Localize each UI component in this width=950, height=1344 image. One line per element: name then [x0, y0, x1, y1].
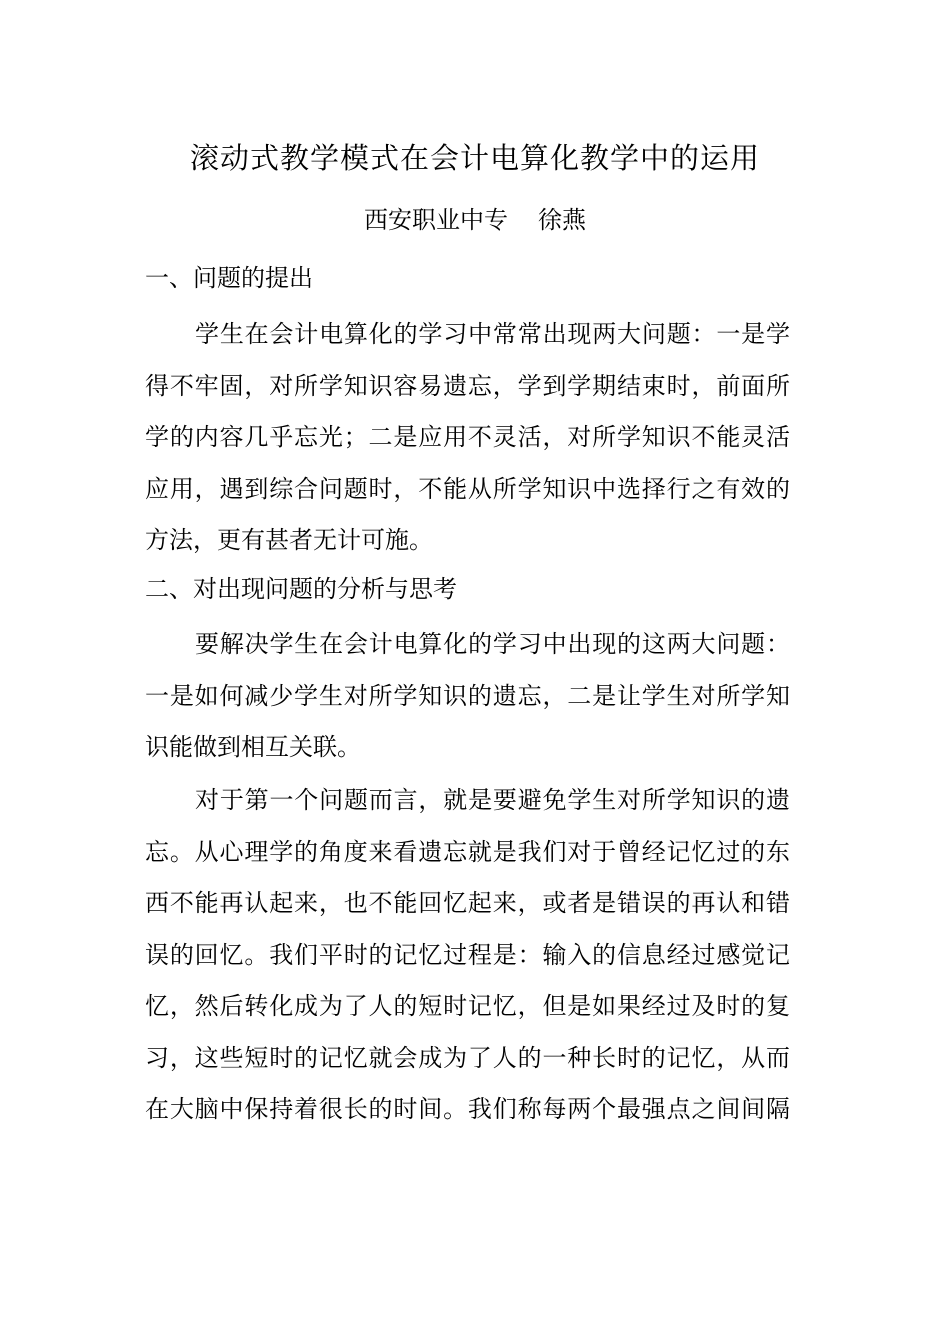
section2-paragraph-2	[145, 780, 790, 1141]
paragraph-line: 对于第一个问题而言，就是要避免学生对所学知识的遗	[195, 786, 790, 814]
section-heading-2: 二、对出现问题的分析与思考	[145, 575, 457, 603]
author-institution: 西安职业中专	[364, 206, 508, 234]
section-heading-1: 一、问题的提出	[145, 264, 313, 292]
author-line	[0, 200, 950, 240]
document-title: 滚动式教学模式在会计电算化教学中的运用	[189, 141, 760, 175]
paragraph-line: 方法，更有甚者无计可施。	[145, 526, 433, 554]
paragraph-line: 要解决学生在会计电算化的学习中出现的这两大问题：	[195, 630, 790, 658]
paragraph-line: 一是如何减少学生对所学知识的遗忘，二是让学生对所学知	[145, 681, 790, 710]
paragraph-line: 误的回忆。我们平时的记忆过程是：输入的信息经过感觉记	[145, 940, 790, 969]
section2-paragraph-1	[145, 624, 790, 779]
paragraph-line: 忘。从心理学的角度来看遗忘就是我们对于曾经记忆过的东	[145, 837, 790, 866]
section1-paragraph	[145, 314, 790, 572]
author-name: 徐燕	[538, 206, 586, 234]
paragraph-line: 忆，然后转化成为了人的短时记忆，但是如果经过及时的复	[145, 992, 790, 1020]
paragraph-line: 应用，遇到综合问题时，不能从所学知识中选择行之有效的	[145, 474, 790, 503]
paragraph-line: 西不能再认起来，也不能回忆起来，或者是错误的再认和错	[145, 889, 790, 917]
paragraph-line: 识能做到相互关联。	[145, 733, 361, 761]
paragraph-line: 得不牢固，对所学知识容易遗忘，学到学期结束时，前面所	[145, 371, 790, 400]
paragraph-line: 习，这些短时的记忆就会成为了人的一种长时的记忆，从而	[145, 1043, 790, 1072]
paragraph-line: 学的内容几乎忘光；二是应用不灵活，对所学知识不能灵活	[145, 423, 790, 451]
paragraph-line: 学生在会计电算化的学习中常常出现两大问题：一是学	[195, 320, 790, 348]
paragraph-line: 在大脑中保持着很长的时间。我们称每两个最强点之间间隔	[145, 1095, 790, 1123]
